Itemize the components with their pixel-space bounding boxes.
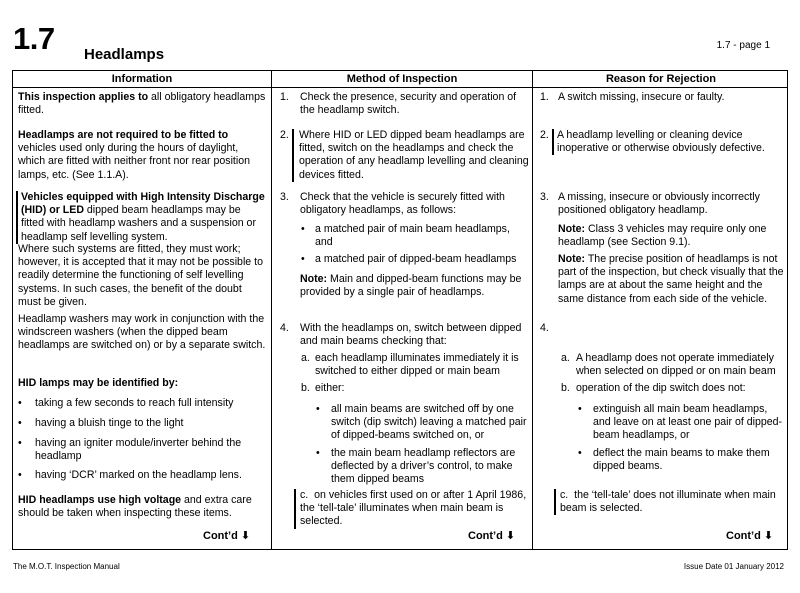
continued-label: Cont’d ⬇ bbox=[468, 530, 516, 542]
list-item: taking a few seconds to reach full intensity bbox=[35, 397, 234, 409]
method-note bbox=[300, 273, 528, 299]
list-item: a matched pair of dipped-beam headlamps bbox=[315, 253, 517, 265]
sub-item-label: b. bbox=[561, 382, 570, 394]
bullet-icon: • bbox=[301, 253, 305, 265]
sub-item-label: a. bbox=[561, 352, 570, 364]
info-paragraph-amended bbox=[16, 191, 266, 244]
sub-item-label: c. bbox=[300, 489, 309, 501]
reason-text: A missing, insecure or obviously incorrectly positioned obligatory headlamp. bbox=[558, 191, 760, 217]
list-item: having a bluish tinge to the light bbox=[35, 417, 184, 429]
reason-text: A switch missing, insecure or faulty. bbox=[558, 91, 725, 103]
page-indicator: 1.7 - page 1 bbox=[716, 40, 770, 51]
info-bold-text: HID headlamps use high voltage bbox=[18, 494, 182, 506]
list-item: having ‘DCR’ marked on the headlamp lens. bbox=[35, 469, 242, 481]
bullet-icon: • bbox=[18, 469, 22, 481]
reason-note bbox=[558, 223, 784, 249]
continued-label: Cont’d ⬇ bbox=[203, 530, 251, 542]
column-header-method: Method of Inspection bbox=[346, 73, 458, 85]
info-bold-text: Headlamps are not required to be fitted to bbox=[18, 129, 229, 141]
list-item: all main beams are switched off by one switch (dip switch) leaving a matched pair of dipped-beams switched on, or bbox=[331, 403, 527, 442]
info-paragraph bbox=[18, 129, 266, 182]
method-text: each headlamp illuminates immediately it is switched to either dipped or main beam bbox=[315, 352, 519, 378]
note-text: Main and dipped-beam functions may be provided by a single pair of headlamps. bbox=[300, 273, 522, 299]
method-text: With the headlamps on, switch between dipped and main beams checking that: bbox=[300, 322, 522, 348]
item-number: 3. bbox=[540, 191, 549, 203]
list-item: having an igniter module/inverter behind the headlamp bbox=[35, 437, 242, 463]
info-text: dipped beam headlamps may be fitted with headlamp washers and a suspension or headlamp self levelling system. bbox=[21, 204, 256, 243]
bullet-icon: • bbox=[578, 447, 582, 459]
info-paragraph bbox=[18, 91, 266, 117]
info-bold-text: This inspection applies to bbox=[18, 91, 149, 103]
item-number: 1. bbox=[280, 91, 289, 103]
method-text: either: bbox=[315, 382, 345, 394]
note-text: The precise position of headlamps is not part of the inspection, but check visually that the lamps are at about the same height and the same distance from each side of the vehicle. bbox=[558, 253, 784, 305]
column-divider bbox=[271, 71, 272, 549]
sub-item-label: c. bbox=[560, 489, 569, 501]
note-label: Note: bbox=[558, 223, 586, 235]
sub-item-label: a. bbox=[301, 352, 310, 364]
bullet-icon: • bbox=[301, 223, 305, 235]
note-label: Note: bbox=[300, 273, 328, 285]
bullet-icon: • bbox=[18, 397, 22, 409]
column-header-information: Information bbox=[111, 73, 173, 85]
reason-text: operation of the dip switch does not: bbox=[576, 382, 746, 394]
info-paragraph bbox=[18, 494, 266, 520]
item-number: 3. bbox=[280, 191, 289, 203]
method-text: Check that the vehicle is securely fitted with obligatory headlamps, as follows: bbox=[300, 191, 505, 217]
info-paragraph: Where such systems are fitted, they must work; however, it is accepted that it may not be possible to readily determine the functioning of self levelling systems. In such cases, the benefit of the doubt must be given. bbox=[18, 243, 263, 308]
reason-note bbox=[558, 253, 784, 306]
footer-manual-title: The M.O.T. Inspection Manual bbox=[13, 562, 120, 571]
sub-item-label: b. bbox=[301, 382, 310, 394]
method-text: on vehicles first used on or after 1 April 1986, the ‘tell-tale’ illuminates when main beam is selected. bbox=[300, 489, 527, 528]
reason-text-amended bbox=[554, 489, 785, 515]
bullet-icon: • bbox=[316, 447, 320, 459]
list-item: a matched pair of main beam headlamps, and bbox=[315, 223, 510, 249]
method-text-amended: Where HID or LED dipped beam headlamps are fitted, switch on the headlamps and check the operation of any headlamp levelling and cleaning devices fitted. bbox=[292, 129, 530, 182]
list-item: deflect the main beams to make them dipped beams. bbox=[593, 447, 770, 473]
item-number: 4. bbox=[280, 322, 289, 334]
method-text-amended bbox=[294, 489, 529, 529]
header-divider bbox=[13, 87, 787, 88]
footer-issue-date: Issue Date 01 January 2012 bbox=[683, 562, 784, 571]
bullet-icon: • bbox=[578, 403, 582, 415]
info-text: vehicles used only during the hours of daylight, which are fitted with neither front nor rear position lamps, etc. (See 1.1.A). bbox=[18, 142, 251, 181]
item-number: 2. bbox=[540, 129, 549, 141]
method-text: Check the presence, security and operation of the headlamp switch. bbox=[300, 91, 517, 117]
hid-heading: HID lamps may be identified by: bbox=[18, 377, 179, 389]
bullet-icon: • bbox=[316, 403, 320, 415]
column-header-reason: Reason for Rejection bbox=[605, 73, 717, 85]
list-item: the main beam headlamp reflectors are deflected by a driver’s control, to make them dipped beams bbox=[331, 447, 516, 486]
item-number: 1. bbox=[540, 91, 549, 103]
inspection-table bbox=[12, 70, 788, 550]
bullet-icon: • bbox=[18, 417, 22, 429]
info-text: and extra care should be taken when inspecting these items. bbox=[18, 494, 252, 520]
note-label: Note: bbox=[558, 253, 586, 265]
page-title: Headlamps bbox=[84, 46, 165, 63]
bullet-icon: • bbox=[18, 437, 22, 449]
item-number: 4. bbox=[540, 322, 549, 334]
column-divider bbox=[532, 71, 533, 549]
info-text: all obligatory headlamps fitted. bbox=[18, 91, 266, 117]
info-bold-text: Vehicles equipped with High Intensity Discharge (HID) or LED bbox=[21, 191, 265, 217]
section-number: 1.7 bbox=[13, 21, 55, 56]
reason-text-amended: A headlamp levelling or cleaning device inoperative or otherwise obviously defective. bbox=[552, 129, 785, 155]
item-number: 2. bbox=[280, 129, 289, 141]
continued-label: Cont’d ⬇ bbox=[726, 530, 774, 542]
reason-text: the ‘tell-tale’ does not illuminate when main beam is selected. bbox=[560, 489, 776, 515]
list-item: extinguish all main beam headlamps, and leave on at least one pair of dipped-beam headlamps, or bbox=[593, 403, 783, 442]
info-paragraph: Headlamp washers may work in conjunction with the windscreen washers (when the dipped beam headlamps are switched on) or by a separate switch. bbox=[18, 313, 266, 352]
note-text: Class 3 vehicles may require only one headlamp (see Section 9.1). bbox=[558, 223, 767, 249]
reason-text: A headlamp does not operate immediately when selected on dipped or on main beam bbox=[576, 352, 776, 378]
